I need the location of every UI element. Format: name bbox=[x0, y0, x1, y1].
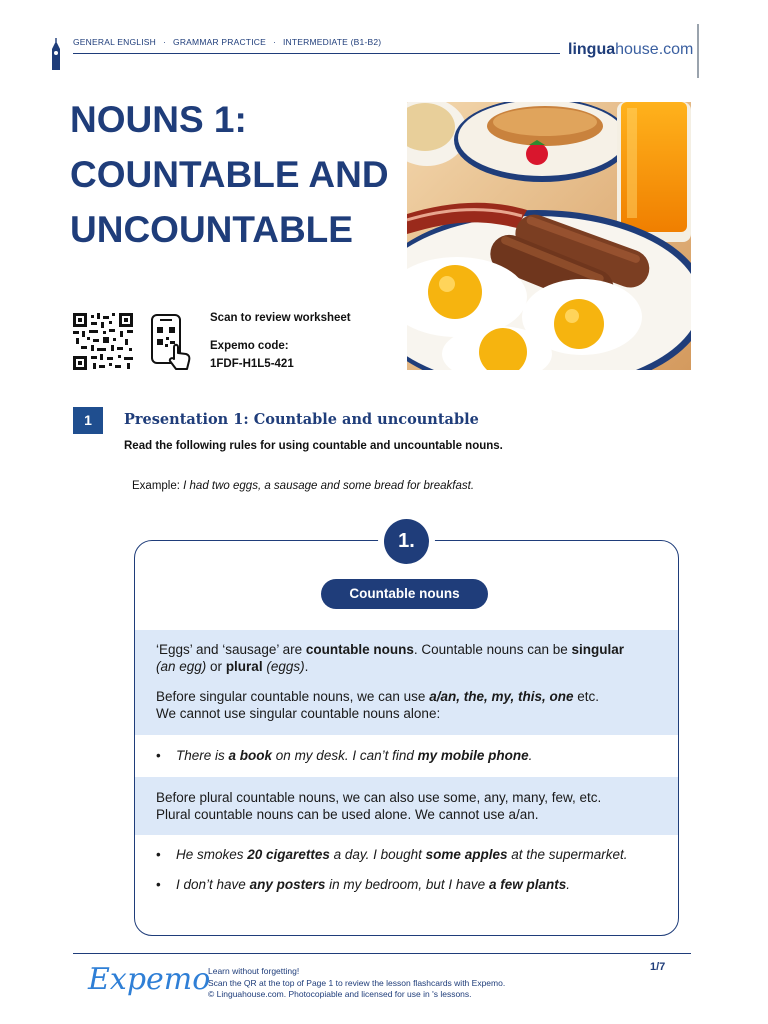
qr-code-icon[interactable] bbox=[73, 313, 133, 370]
section-instruction: Read the following rules for using countable and uncountable nouns. bbox=[124, 440, 503, 452]
footer-copyright: © Linguahouse.com. Photocopiable and licensed for use in 's lessons. bbox=[208, 989, 472, 999]
scan-instruction: Scan to review worksheet bbox=[210, 312, 351, 324]
example-sentence: Example: I had two eggs, a sausage and some bread for breakfast. bbox=[132, 480, 475, 492]
breadcrumb bbox=[73, 37, 381, 47]
example-bullet-3: • I don’t have any posters in my bedroom, but I have a few plants. bbox=[156, 877, 570, 892]
breadcrumb-category[interactable]: GRAMMAR PRACTICE bbox=[173, 37, 266, 47]
card-heading-pill: Countable nouns bbox=[321, 579, 488, 609]
phone-scan-icon bbox=[150, 313, 192, 371]
footer-tagline: Learn without forgetting! bbox=[208, 966, 300, 976]
header-divider bbox=[73, 53, 560, 54]
rule-card bbox=[134, 540, 679, 936]
title-line-1: NOUNS 1: bbox=[70, 99, 247, 140]
section-title: Presentation 1: Countable and uncountable bbox=[124, 411, 479, 428]
footer-divider bbox=[73, 953, 691, 954]
footer-instruction: Scan the QR at the top of Page 1 to review the lesson flashcards with Expemo. bbox=[208, 977, 506, 988]
breadcrumb-level[interactable]: GENERAL ENGLISH bbox=[73, 37, 156, 47]
rule-para-3-line-1: Before plural countable nouns, we can also use some, any, many, few, etc. bbox=[156, 790, 602, 805]
page-title bbox=[70, 92, 400, 257]
header-vertical-bar bbox=[697, 24, 699, 78]
expemo-code-value: 1FDF-H1L5-421 bbox=[210, 358, 294, 370]
big-ben-icon bbox=[50, 38, 62, 70]
rule-para-2-line-1: Before singular countable nouns, we can use a/an, the, my, this, one etc. bbox=[156, 689, 599, 704]
title-line-2: COUNTABLE AND bbox=[70, 154, 389, 195]
example-bullet-1: • There is a book on my desk. I can’t find my mobile phone. bbox=[156, 748, 533, 763]
example-bullet-2: • He smokes 20 cigarettes a day. I bought some apples at the supermarket. bbox=[156, 847, 628, 862]
breadcrumb-separator: · bbox=[272, 37, 276, 47]
footer-notes bbox=[208, 966, 505, 1001]
section-number-badge: 1 bbox=[73, 407, 103, 434]
rule-para-1-line-1: ‘Eggs’ and ‘sausage’ are countable nouns. Countable nouns can be singular bbox=[156, 642, 624, 657]
rule-para-1-line-2: (an egg) or plural (eggs). bbox=[156, 659, 309, 674]
expemo-logo[interactable]: Expemo bbox=[88, 962, 211, 997]
breadcrumb-level-tag[interactable]: INTERMEDIATE (B1-B2) bbox=[283, 37, 382, 47]
page-number: 1/7 bbox=[650, 961, 666, 973]
rule-para-3-line-2: Plural countable nouns can be used alone. We cannot use a/an. bbox=[156, 807, 539, 822]
linguahouse-logo[interactable]: linguahouse.com bbox=[568, 41, 694, 58]
expemo-code-label: Expemo code: bbox=[210, 340, 289, 352]
title-line-3: UNCOUNTABLE bbox=[70, 209, 353, 250]
rule-para-2-line-2: We cannot use singular countable nouns alone: bbox=[156, 706, 441, 721]
card-number-badge: 1. bbox=[384, 519, 429, 564]
breadcrumb-separator: · bbox=[163, 37, 167, 47]
breakfast-photo bbox=[407, 102, 691, 370]
